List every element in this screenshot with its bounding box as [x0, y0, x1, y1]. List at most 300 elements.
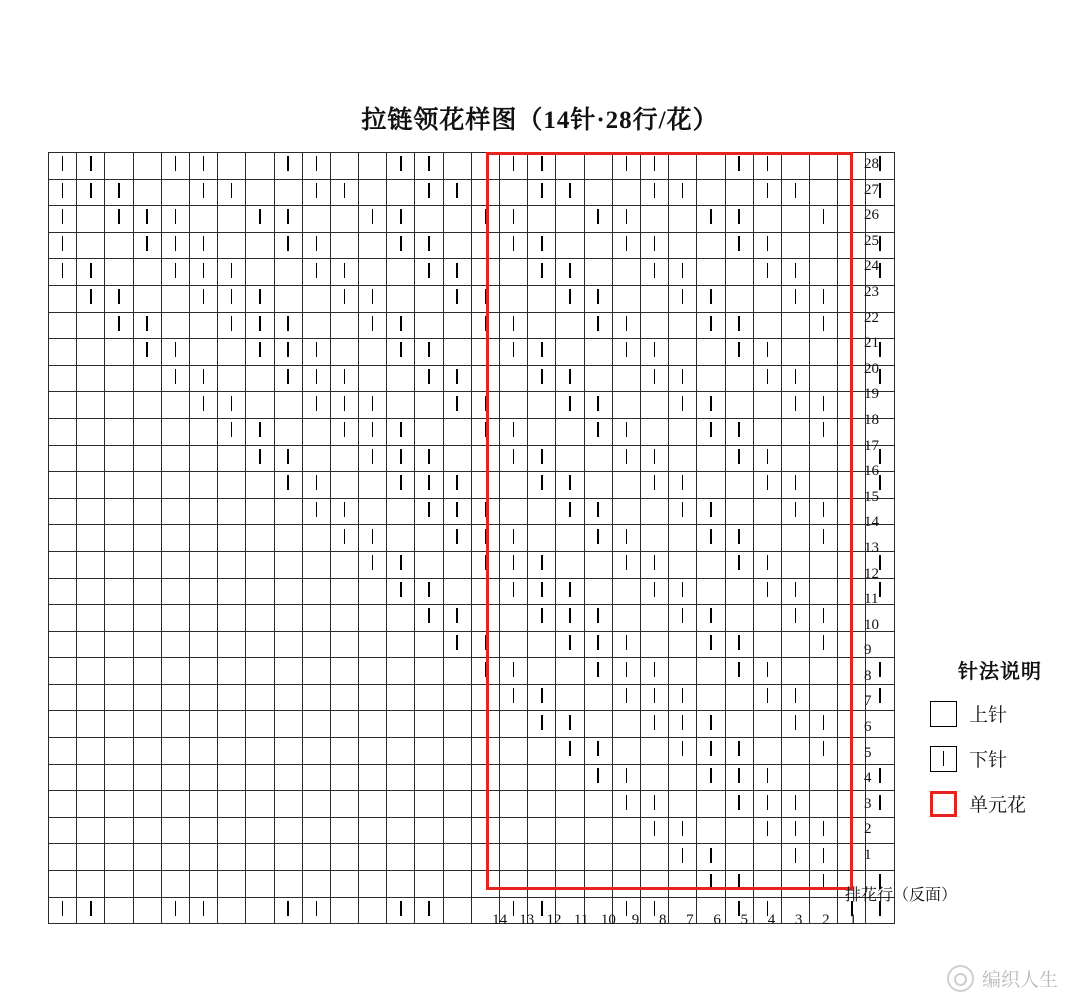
chart-cell-purl	[781, 871, 809, 898]
chart-cell-purl	[669, 631, 697, 658]
chart-cell-knit	[133, 339, 161, 366]
chart-cell-purl	[77, 871, 105, 898]
chart-cell-knit	[556, 578, 584, 605]
chart-cell-purl	[556, 817, 584, 844]
chart-cell-purl	[443, 764, 471, 791]
chart-cell-purl	[330, 153, 358, 180]
chart-row	[49, 871, 895, 898]
column-number: 2	[822, 912, 830, 928]
chart-cell-knit	[218, 312, 246, 339]
chart-cell-purl	[669, 871, 697, 898]
chart-cell-knit	[443, 525, 471, 552]
chart-cell-knit	[161, 897, 189, 924]
chart-cell-knit	[640, 339, 668, 366]
chart-cell-knit	[528, 153, 556, 180]
chart-cell-purl	[471, 339, 499, 366]
chart-cell-knit	[584, 738, 612, 765]
chart-row	[49, 817, 895, 844]
chart-cell-knit	[246, 418, 274, 445]
chart-cell-purl	[556, 232, 584, 259]
chart-cell-knit	[612, 764, 640, 791]
chart-cell-purl	[189, 658, 217, 685]
chart-cell-knit	[753, 791, 781, 818]
chart-cell-purl	[359, 791, 387, 818]
row-number: 14	[864, 514, 879, 531]
chart-cell-purl	[725, 285, 753, 312]
chart-cell-knit	[640, 232, 668, 259]
chart-row	[49, 365, 895, 392]
chart-cell-purl	[443, 817, 471, 844]
chart-cell-purl	[246, 232, 274, 259]
chart-row	[49, 472, 895, 499]
chart-cell-purl	[77, 658, 105, 685]
chart-cell-knit	[415, 365, 443, 392]
chart-cell-knit	[105, 206, 133, 233]
row-number: 9	[864, 642, 872, 659]
chart-cell-purl	[584, 844, 612, 871]
chart-cell-purl	[725, 711, 753, 738]
chart-cell-purl	[725, 365, 753, 392]
chart-cell-purl	[669, 312, 697, 339]
chart-cell-knit	[274, 312, 302, 339]
chart-cell-purl	[471, 578, 499, 605]
chart-cell-purl	[471, 711, 499, 738]
chart-row	[49, 844, 895, 871]
chart-cell-purl	[246, 525, 274, 552]
chart-cell-knit	[725, 871, 753, 898]
chart-cell-knit	[781, 605, 809, 632]
chart-cell-knit	[49, 259, 77, 286]
chart-cell-purl	[556, 153, 584, 180]
chart-cell-purl	[218, 658, 246, 685]
row-number: 1	[864, 847, 872, 864]
chart-cell-knit	[105, 312, 133, 339]
chart-cell-purl	[218, 551, 246, 578]
chart-cell-knit	[189, 179, 217, 206]
chart-cell-purl	[810, 153, 838, 180]
row-number: 16	[864, 463, 879, 480]
chart-cell-purl	[669, 153, 697, 180]
chart-cell-purl	[697, 551, 725, 578]
chart-cell-knit	[697, 206, 725, 233]
chart-cell-knit	[471, 658, 499, 685]
chart-cell-purl	[330, 339, 358, 366]
chart-cell-knit	[387, 206, 415, 233]
chart-cell-knit	[669, 684, 697, 711]
chart-cell-knit	[133, 232, 161, 259]
chart-cell-knit	[500, 153, 528, 180]
chart-cell-purl	[528, 285, 556, 312]
chart-cell-purl	[105, 897, 133, 924]
chart-cell-purl	[302, 312, 330, 339]
chart-cell-knit	[612, 658, 640, 685]
chart-cell-knit	[500, 418, 528, 445]
chart-cell-knit	[387, 445, 415, 472]
chart-cell-knit	[781, 684, 809, 711]
chart-cell-purl	[133, 179, 161, 206]
chart-cell-knit	[415, 259, 443, 286]
chart-cell-purl	[274, 578, 302, 605]
chart-cell-purl	[49, 445, 77, 472]
chart-row	[49, 153, 895, 180]
chart-cell-purl	[697, 179, 725, 206]
chart-cell-purl	[669, 525, 697, 552]
chart-cell-purl	[246, 551, 274, 578]
chart-cell-purl	[584, 472, 612, 499]
chart-cell-knit	[669, 844, 697, 871]
chart-cell-knit	[556, 285, 584, 312]
chart-cell-knit	[753, 339, 781, 366]
chart-cell-purl	[133, 844, 161, 871]
chart-cell-purl	[500, 871, 528, 898]
chart-cell-purl	[500, 285, 528, 312]
chart-cell-purl	[415, 525, 443, 552]
chart-cell-purl	[49, 578, 77, 605]
chart-cell-knit	[302, 179, 330, 206]
setup-row-label: 排花行（反面）	[845, 887, 958, 904]
chart-cell-purl	[218, 711, 246, 738]
chart-cell-purl	[302, 285, 330, 312]
chart-cell-purl	[49, 605, 77, 632]
chart-cell-purl	[584, 232, 612, 259]
chart-cell-knit	[302, 339, 330, 366]
chart-cell-purl	[302, 844, 330, 871]
chart-cell-purl	[669, 764, 697, 791]
chart-cell-knit	[77, 153, 105, 180]
chart-cell-purl	[556, 339, 584, 366]
chart-cell-purl	[753, 871, 781, 898]
chart-cell-purl	[105, 365, 133, 392]
chart-cell-knit	[612, 418, 640, 445]
chart-cell-purl	[274, 658, 302, 685]
chart-cell-purl	[528, 206, 556, 233]
chart-cell-purl	[612, 498, 640, 525]
chart-cell-purl	[753, 498, 781, 525]
chart-row	[49, 791, 895, 818]
chart-cell-knit	[133, 206, 161, 233]
chart-cell-purl	[584, 551, 612, 578]
chart-cell-purl	[133, 365, 161, 392]
chart-cell-purl	[387, 791, 415, 818]
chart-cell-purl	[133, 658, 161, 685]
chart-cell-knit	[443, 472, 471, 499]
chart-cell-purl	[415, 871, 443, 898]
chart-cell-purl	[49, 684, 77, 711]
chart-cell-knit	[725, 339, 753, 366]
chart-row	[49, 711, 895, 738]
chart-cell-purl	[49, 472, 77, 499]
chart-cell-knit	[669, 285, 697, 312]
chart-cell-purl	[528, 658, 556, 685]
chart-cell-purl	[810, 551, 838, 578]
chart-cell-purl	[49, 791, 77, 818]
chart-cell-purl	[753, 844, 781, 871]
chart-cell-purl	[77, 711, 105, 738]
chart-cell-purl	[697, 578, 725, 605]
chart-cell-knit	[725, 418, 753, 445]
chart-cell-purl	[189, 551, 217, 578]
chart-cell-purl	[105, 551, 133, 578]
chart-cell-knit	[133, 312, 161, 339]
watermark-text: 编织人生	[981, 970, 1058, 991]
chart-cell-knit	[612, 339, 640, 366]
chart-cell-purl	[218, 232, 246, 259]
chart-cell-knit	[274, 339, 302, 366]
row-number: 20	[864, 360, 879, 377]
chart-cell-knit	[584, 631, 612, 658]
legend	[930, 655, 1070, 835]
column-number: 11	[573, 912, 589, 928]
chart-cell-knit	[189, 365, 217, 392]
chart-cell-purl	[274, 631, 302, 658]
chart-cell-purl	[387, 392, 415, 419]
chart-cell-purl	[415, 738, 443, 765]
column-number: 1	[849, 912, 857, 928]
row-number: 3	[864, 795, 872, 812]
chart-cell-purl	[302, 445, 330, 472]
chart-cell-knit	[415, 339, 443, 366]
chart-cell-knit	[810, 392, 838, 419]
row-number: 21	[864, 335, 879, 352]
chart-cell-purl	[105, 631, 133, 658]
chart-cell-purl	[500, 392, 528, 419]
chart-cell-purl	[77, 498, 105, 525]
chart-cell-knit	[274, 365, 302, 392]
chart-cell-purl	[77, 578, 105, 605]
chart-cell-purl	[640, 312, 668, 339]
chart-cell-knit	[49, 206, 77, 233]
chart-cell-knit	[528, 259, 556, 286]
chart-cell-purl	[725, 605, 753, 632]
chart-cell-knit	[471, 525, 499, 552]
chart-cell-purl	[640, 525, 668, 552]
chart-cell-knit	[528, 578, 556, 605]
chart-cell-purl	[189, 791, 217, 818]
chart-cell-knit	[725, 232, 753, 259]
chart-cell-purl	[387, 365, 415, 392]
chart-cell-purl	[528, 764, 556, 791]
chart-cell-knit	[669, 392, 697, 419]
chart-cell-purl	[274, 764, 302, 791]
chart-row	[49, 392, 895, 419]
chart-cell-purl	[105, 472, 133, 499]
row-number: 12	[864, 565, 879, 582]
chart-cell-knit	[612, 684, 640, 711]
chart-cell-purl	[161, 817, 189, 844]
chart-cell-purl	[443, 153, 471, 180]
chart-cell-purl	[528, 498, 556, 525]
column-number: 3	[794, 912, 803, 928]
chart-cell-knit	[612, 232, 640, 259]
chart-cell-knit	[725, 206, 753, 233]
chart-cell-purl	[443, 578, 471, 605]
chart-cell-purl	[471, 684, 499, 711]
chart-cell-purl	[105, 525, 133, 552]
chart-cell-purl	[697, 658, 725, 685]
chart-cell-knit	[189, 392, 217, 419]
chart-cell-purl	[640, 605, 668, 632]
chart-cell-knit	[77, 179, 105, 206]
chart-cell-purl	[471, 259, 499, 286]
row-number: 4	[864, 770, 872, 787]
chart-cell-knit	[556, 392, 584, 419]
chart-cell-purl	[218, 871, 246, 898]
row-number: 2	[864, 821, 872, 838]
chart-cell-purl	[556, 684, 584, 711]
chart-cell-purl	[359, 711, 387, 738]
chart-cell-knit	[528, 179, 556, 206]
chart-cell-knit	[556, 365, 584, 392]
chart-cell-knit	[387, 418, 415, 445]
chart-cell-purl	[161, 418, 189, 445]
chart-cell-purl	[359, 153, 387, 180]
chart-cell-knit	[781, 817, 809, 844]
chart-cell-purl	[415, 844, 443, 871]
chart-cell-purl	[500, 764, 528, 791]
chart-cell-knit	[302, 259, 330, 286]
chart-cell-knit	[387, 472, 415, 499]
chart-cell-purl	[500, 259, 528, 286]
chart-cell-purl	[302, 631, 330, 658]
chart-cell-knit	[640, 153, 668, 180]
chart-cell-knit	[330, 392, 358, 419]
chart-row	[49, 418, 895, 445]
chart-cell-purl	[471, 153, 499, 180]
chart-cell-knit	[612, 445, 640, 472]
chart-cell-knit	[471, 498, 499, 525]
chart-cell-knit	[49, 232, 77, 259]
chart-cell-purl	[415, 551, 443, 578]
chart-cell-purl	[133, 153, 161, 180]
chart-cell-purl	[359, 631, 387, 658]
chart-cell-knit	[669, 472, 697, 499]
chart-cell-knit	[697, 711, 725, 738]
chart-cell-purl	[77, 392, 105, 419]
chart-cell-knit	[443, 365, 471, 392]
chart-cell-purl	[77, 525, 105, 552]
chart-cell-purl	[359, 684, 387, 711]
chart-cell-knit	[810, 871, 838, 898]
chart-cell-knit	[500, 232, 528, 259]
chart-cell-purl	[359, 605, 387, 632]
chart-cell-purl	[415, 764, 443, 791]
chart-cell-purl	[77, 232, 105, 259]
chart-cell-knit	[810, 605, 838, 632]
chart-cell-knit	[556, 259, 584, 286]
chart-cell-purl	[640, 392, 668, 419]
row-number: 6	[864, 719, 872, 736]
chart-cell-purl	[387, 605, 415, 632]
chart-cell-purl	[556, 525, 584, 552]
chart-row	[49, 232, 895, 259]
chart-cell-purl	[528, 312, 556, 339]
chart-cell-knit	[584, 764, 612, 791]
row-number: 25	[864, 232, 879, 249]
chart-cell-purl	[471, 179, 499, 206]
chart-cell-purl	[725, 684, 753, 711]
row-number: 17	[864, 437, 879, 454]
chart-cell-purl	[330, 578, 358, 605]
chart-cell-knit	[415, 472, 443, 499]
chart-cell-purl	[810, 259, 838, 286]
chart-cell-purl	[500, 791, 528, 818]
chart-cell-knit	[359, 206, 387, 233]
chart-cell-knit	[415, 578, 443, 605]
legend-label-unit: 单元花	[969, 795, 1027, 816]
chart-cell-purl	[330, 232, 358, 259]
chart-cell-knit	[218, 285, 246, 312]
chart-cell-purl	[161, 631, 189, 658]
chart-cell-purl	[274, 605, 302, 632]
chart-cell-knit	[640, 472, 668, 499]
chart-cell-purl	[133, 684, 161, 711]
chart-cell-knit	[161, 206, 189, 233]
chart-cell-purl	[49, 339, 77, 366]
chart-cell-purl	[359, 844, 387, 871]
chart-cell-purl	[330, 738, 358, 765]
chart-cell-purl	[584, 259, 612, 286]
chart-cell-purl	[105, 153, 133, 180]
chart-cell-purl	[556, 871, 584, 898]
chart-cell-knit	[753, 445, 781, 472]
chart-cell-purl	[810, 472, 838, 499]
chart-cell-knit	[669, 578, 697, 605]
chart-cell-knit	[415, 605, 443, 632]
chart-cell-purl	[387, 871, 415, 898]
chart-cell-purl	[302, 764, 330, 791]
chart-cell-purl	[725, 498, 753, 525]
chart-cell-knit	[302, 153, 330, 180]
chart-cell-purl	[77, 339, 105, 366]
chart-cell-knit	[161, 259, 189, 286]
chart-cell-knit	[781, 365, 809, 392]
chart-cell-purl	[584, 339, 612, 366]
chart-cell-purl	[781, 551, 809, 578]
chart-cell-knit	[753, 817, 781, 844]
chart-cell-purl	[246, 897, 274, 924]
chart-cell-purl	[189, 764, 217, 791]
chart-cell-purl	[810, 445, 838, 472]
chart-cell-knit	[697, 312, 725, 339]
knitting-chart-grid	[48, 152, 895, 924]
chart-cell-knit	[500, 339, 528, 366]
chart-cell-knit	[77, 897, 105, 924]
chart-cell-purl	[105, 339, 133, 366]
chart-cell-purl	[387, 631, 415, 658]
column-number: 10	[600, 912, 616, 928]
chart-cell-purl	[669, 445, 697, 472]
chart-cell-purl	[218, 791, 246, 818]
chart-cell-knit	[781, 472, 809, 499]
chart-cell-purl	[781, 232, 809, 259]
chart-cell-purl	[584, 684, 612, 711]
chart-cell-knit	[810, 817, 838, 844]
chart-cell-purl	[415, 418, 443, 445]
chart-row	[49, 605, 895, 632]
empty-cell-icon	[930, 701, 957, 727]
chart-cell-knit	[387, 339, 415, 366]
chart-cell-purl	[246, 684, 274, 711]
chart-cell-purl	[330, 206, 358, 233]
chart-cell-knit	[302, 897, 330, 924]
chart-row	[49, 738, 895, 765]
chart-row	[49, 206, 895, 233]
chart-cell-knit	[584, 418, 612, 445]
chart-cell-purl	[246, 578, 274, 605]
chart-cell-knit	[810, 498, 838, 525]
chart-row	[49, 285, 895, 312]
chart-cell-purl	[359, 578, 387, 605]
